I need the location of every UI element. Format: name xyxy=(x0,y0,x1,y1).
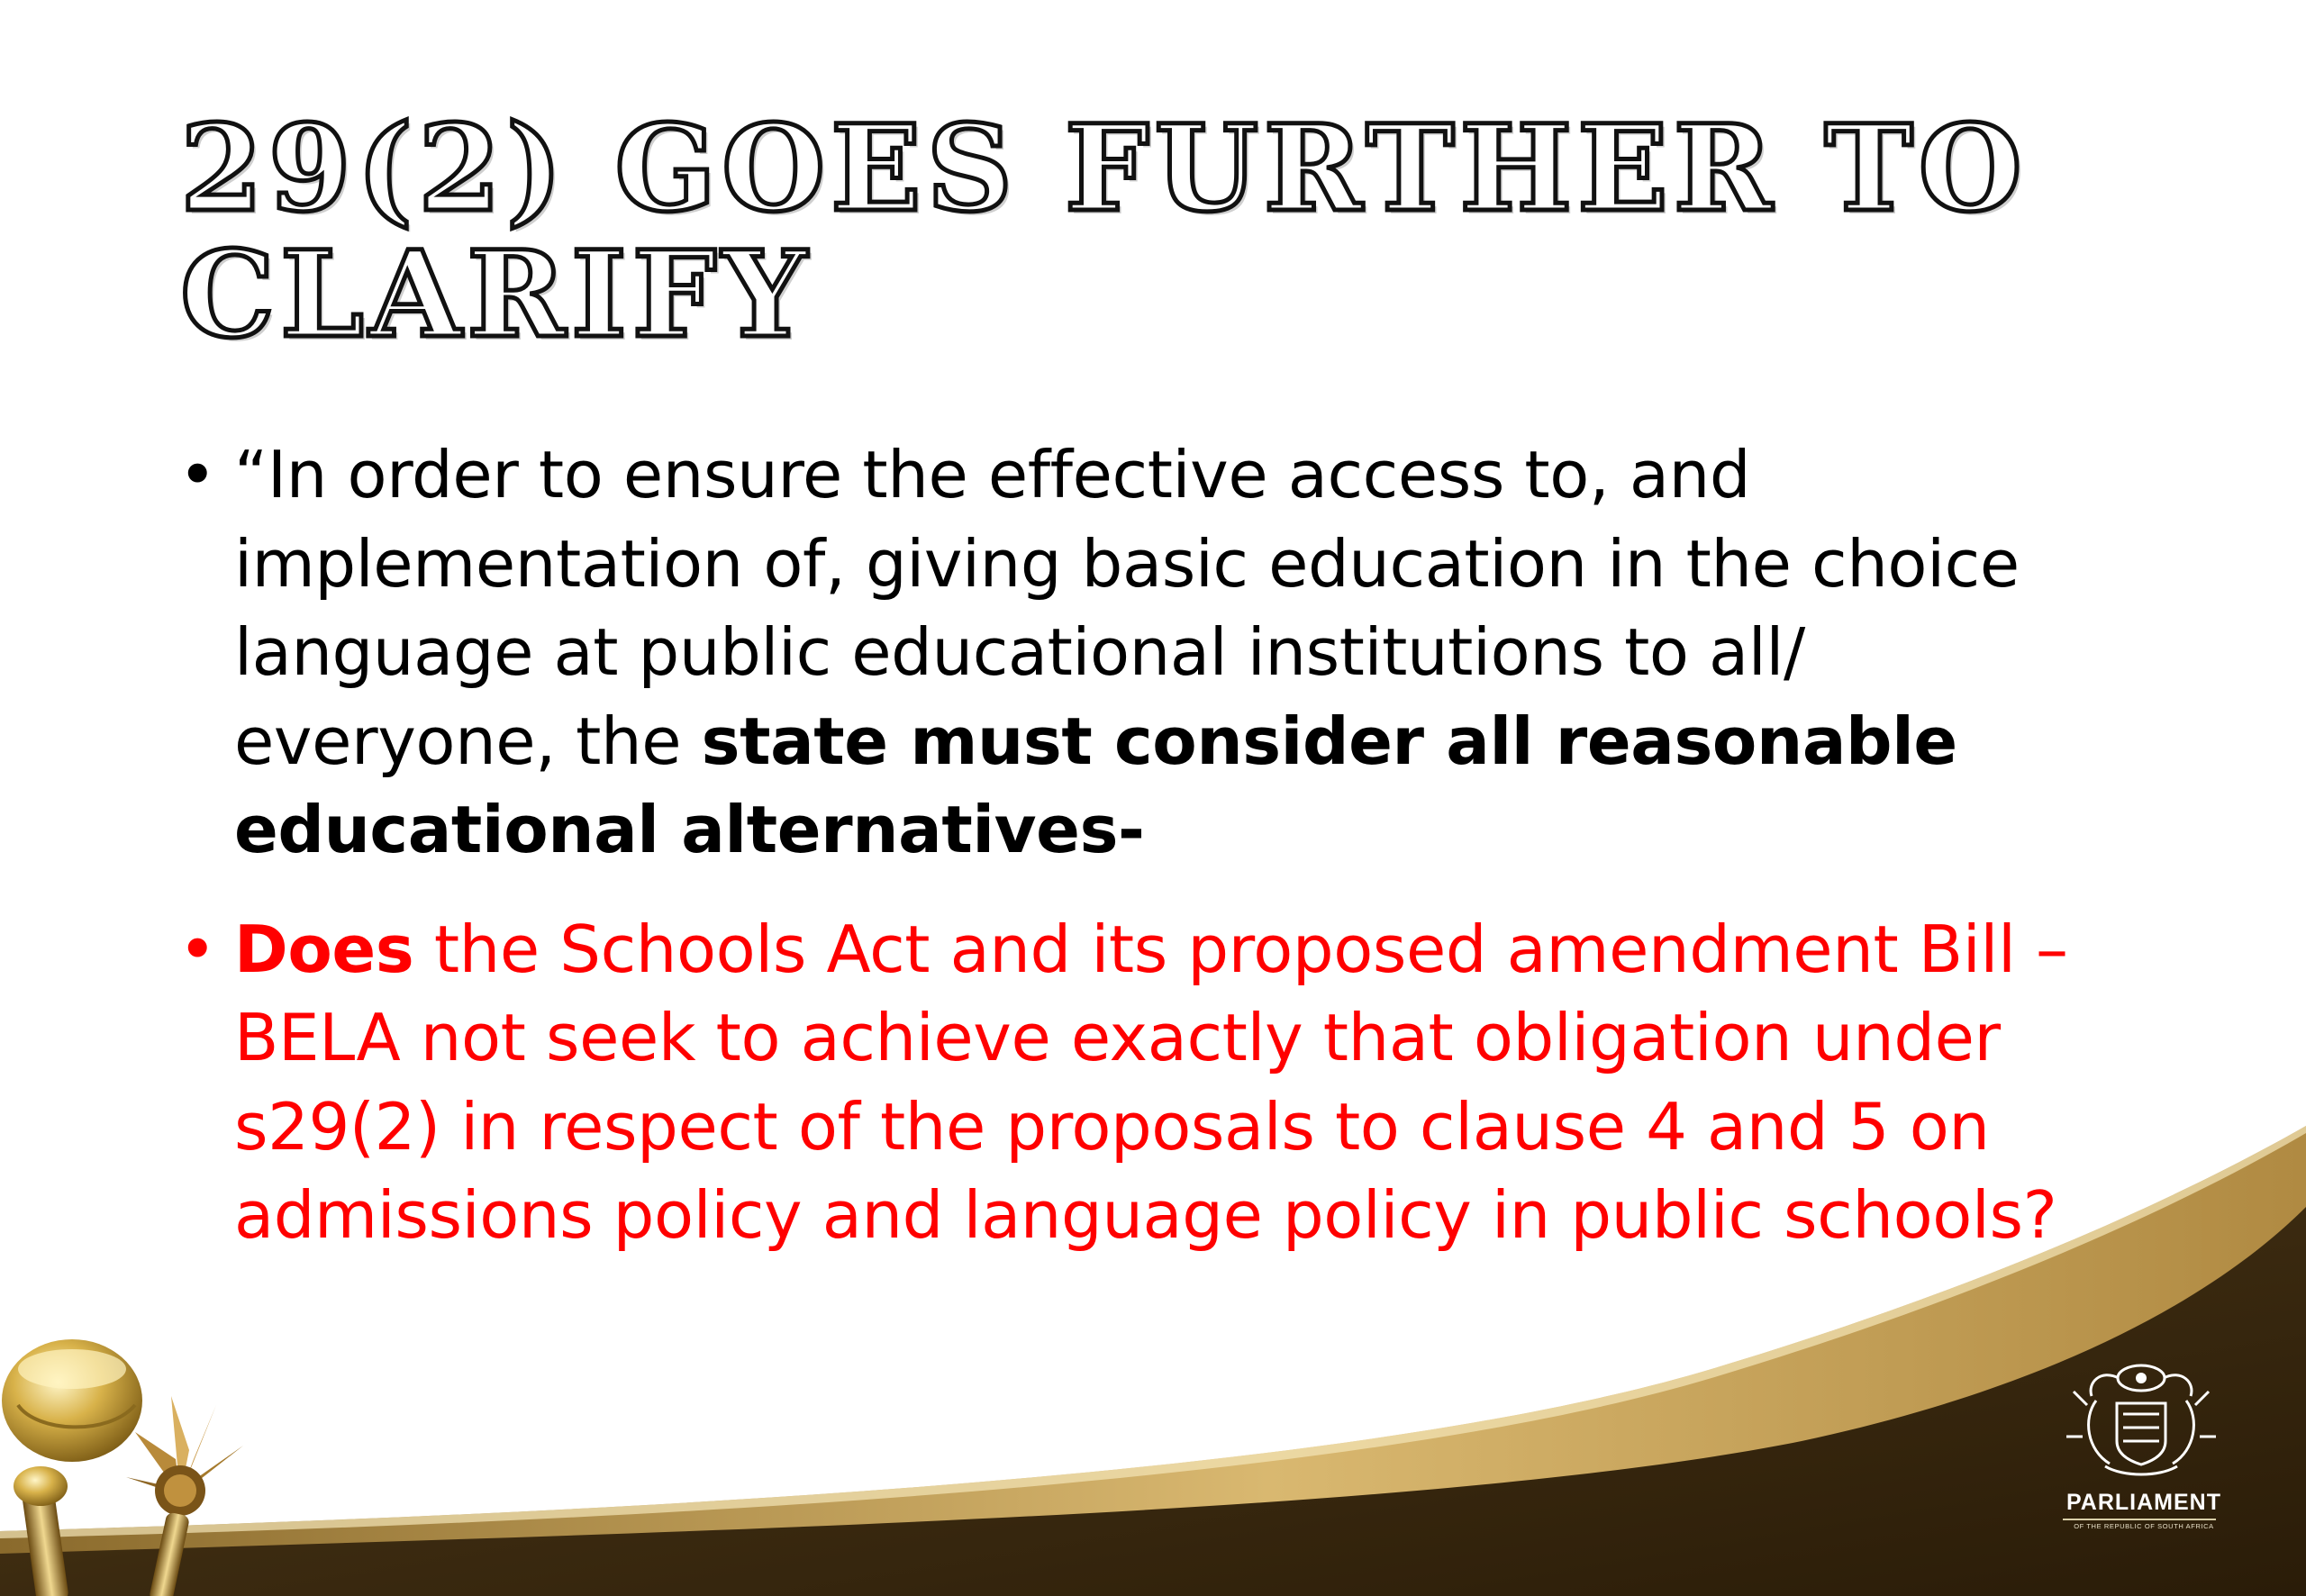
bullet-text-bold: state must consider all reasonable educational alternatives- xyxy=(234,703,1957,867)
slide-title: 29(2) GOES FURTHER TO CLARIFY xyxy=(180,99,2028,365)
bullet-quote xyxy=(178,431,2142,875)
logo-divider xyxy=(2063,1519,2216,1520)
bullet-marker: • xyxy=(178,911,217,987)
bullet-list xyxy=(178,431,2142,1260)
bullet-text-bold: Does xyxy=(234,911,414,987)
logo-wordmark: PARLIAMENT xyxy=(2065,1490,2222,1515)
bullet-text: “In order to ensure the effective access to, and implementation of, giving basic education in the choice language at public educational institutions to all/ everyone, the xyxy=(234,437,2020,779)
bullet-question xyxy=(178,905,2142,1260)
bullet-text: the Schools Act and its proposed amendment Bill – BELA not seek to achieve exactly that obligation under s29(2) in respect of the proposals to clause 4 and 5 on admissions policy and language policy in public schools? xyxy=(234,911,2068,1253)
ceremonial-mace-icon xyxy=(0,1333,324,1596)
logo-subtitle: OF THE REPUBLIC OF SOUTH AFRICA xyxy=(2074,1522,2214,1530)
bullet-marker: • xyxy=(178,437,217,512)
